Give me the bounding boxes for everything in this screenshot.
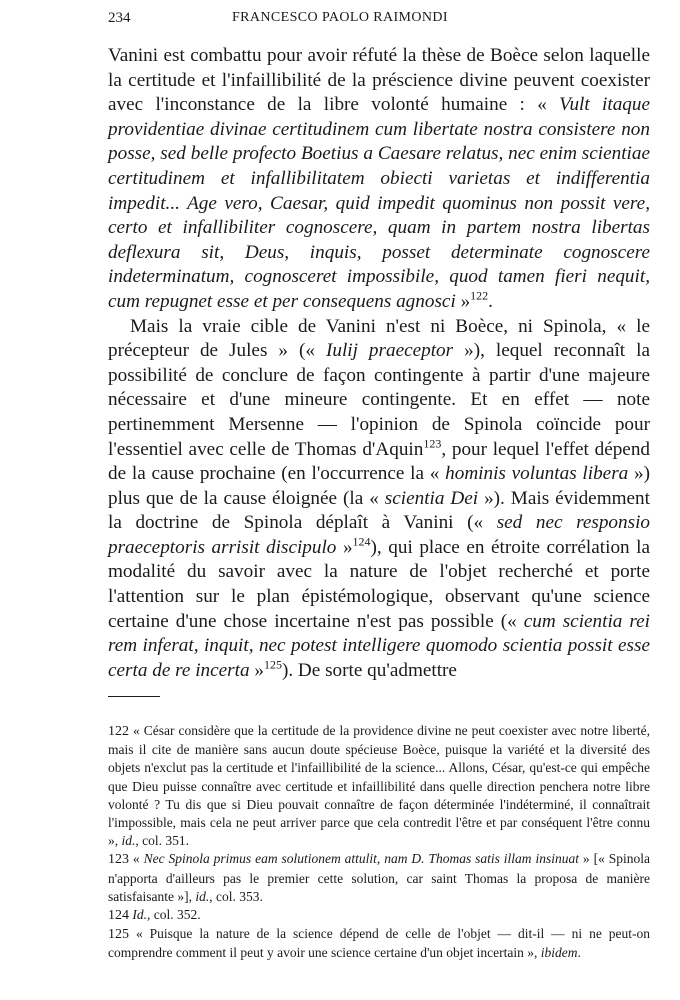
note-ref-124: 124 (352, 534, 371, 549)
footnote-number: 125 (108, 927, 129, 943)
note-ref-122: 122 (470, 288, 489, 303)
latin-quote: Vult itaque providentiae divinae certitudinem cum libertate nostra consistere non posse, sed belle profecto Boetius a Caesare relatus, nec enim scientiae certitudinem et infallibilitatem obiecti varietas et indifferentia impedit... Age vero, Caesar, quid impedit quominus non possit vere, certo et infallibiliter cognoscere, quam in partem nostra libertas deflexura sit, Deus, inquis, posset determinate cognoscere indeterminatum, cognosceret impossibile, quod tamen fieri nequit, cum repugnet esse et per consequens agnosci (108, 94, 650, 312)
footnote-124: 124 Id., col. 352. (108, 907, 201, 924)
paragraph-2: Mais la vraie cible de Vanini n'est ni Boèce, ni Spinola, « le précepteur de Jules » (« Iulij praeceptor »), lequel reconnaît la possibilité de conclure de façon contingente à partir d'une majeure nécessaire et d'une mineure contingente. Et en effet — note pertinemment Mersenne — l'opinion de Spinola coïncide pour l'essentiel avec celle de Thomas d'Aquin$^{123}$, pour lequel l'effet dépend de la cause prochaine (en l'occurrence la « hominis voluntas libera ») plus que de la cause éloignée (la « scientia Dei »). Mais évidemment la doctrine de Spinola déplaît à Vanini (« sed nec responsio praeceptoris arrisit discipulo »$^{124}$), qui place en étroite corrélation la modalité du savoir avec la nature de l'objet recherché et porte l'attention sur le plan épistémologique, observant qu'une science certaine d'une chose incertaine n'est pas possible (« cum scientia rei rem inferat, inquit, nec potest intelligere quomodo scientia possit esse certa de re incerta »$^{125}$). De sorte qu'admettre (108, 315, 651, 681)
paragraph-1: Vanini est combattu pour avoir réfuté la thèse de Boèce selon laquelle la certitude et l'infaillibilité de la préscience divine peuvent coexister avec l'inconstance de la libre volonté humaine : « Vult itaque providentiae divinae certitudinem cum libertate nostra consistere non posse, sed belle profecto Boetius a Caesare relatus, nec enim scientiae certitudinem et infallibilitatem obiecti varietas et indifferentia impedit... Age vero, Caesar, quid impedit quominus non possit vere, certo et infallibiliter cognoscere, quam in partem nostra libertas deflexura sit, Deus, inquis, posset determinate cognoscere indeterminatum, cognosceret impossibile, quod tamen fieri nequit, cum repugnet esse et per consequens agnosci »$^{122}$. (108, 45, 650, 312)
footnote-number: 122 (108, 724, 129, 739)
footnote-123: 123 « Nec Spinola primus eam solutionem attulit, nam D. Thomas satis illam insinuat » [« Spinola n'apporta d'ailleurs pas le premier cette solution, car saint Thomas la proposa de manière satisfaisante »], id., col. 353. (108, 851, 651, 904)
footnote-122: 122 « César considère que la certitude de la providence divine ne peut coexister avec notre liberté, mais il cite de manière sans aucun doute spécieuse Boèce, puisque la variété et la diversité des objets n'exclut pas la certitude et l'infaillibilité de la science... Allons, César, qu'est-ce qui empêche que Dieu puisse connaître avec certitude et infaillibilité dans quelle direction penchera notre libre volonté ? Tu dis que si Dieu pouvait connaître de façon déterminée l'indéterminé, il connaîtrait l'impossible, mais cela ne peut arriver parce que cela contredit l'être et par conséquent l'être connu », id., col. 351. (108, 723, 650, 849)
note-ref-123: 123 (423, 436, 442, 451)
main-text (108, 44, 650, 683)
footnote-number: 124 (108, 908, 129, 924)
footnote-number: 123 (108, 852, 129, 868)
footnotes (108, 722, 650, 963)
footnote-divider (108, 696, 160, 697)
page-number: 234 (108, 10, 131, 26)
note-ref-125: 125 (263, 657, 282, 672)
footnote-125: 125 « Puisque la nature de la science dépend de celle de l'objet — dit-il — ni ne peut-on comprendre comment il peut y avoir une science certaine d'un objet incertain », ibidem. (108, 926, 650, 961)
page-header (0, 8, 680, 32)
running-head: FRANCESCO PAOLO RAIMONDI (231, 10, 448, 25)
